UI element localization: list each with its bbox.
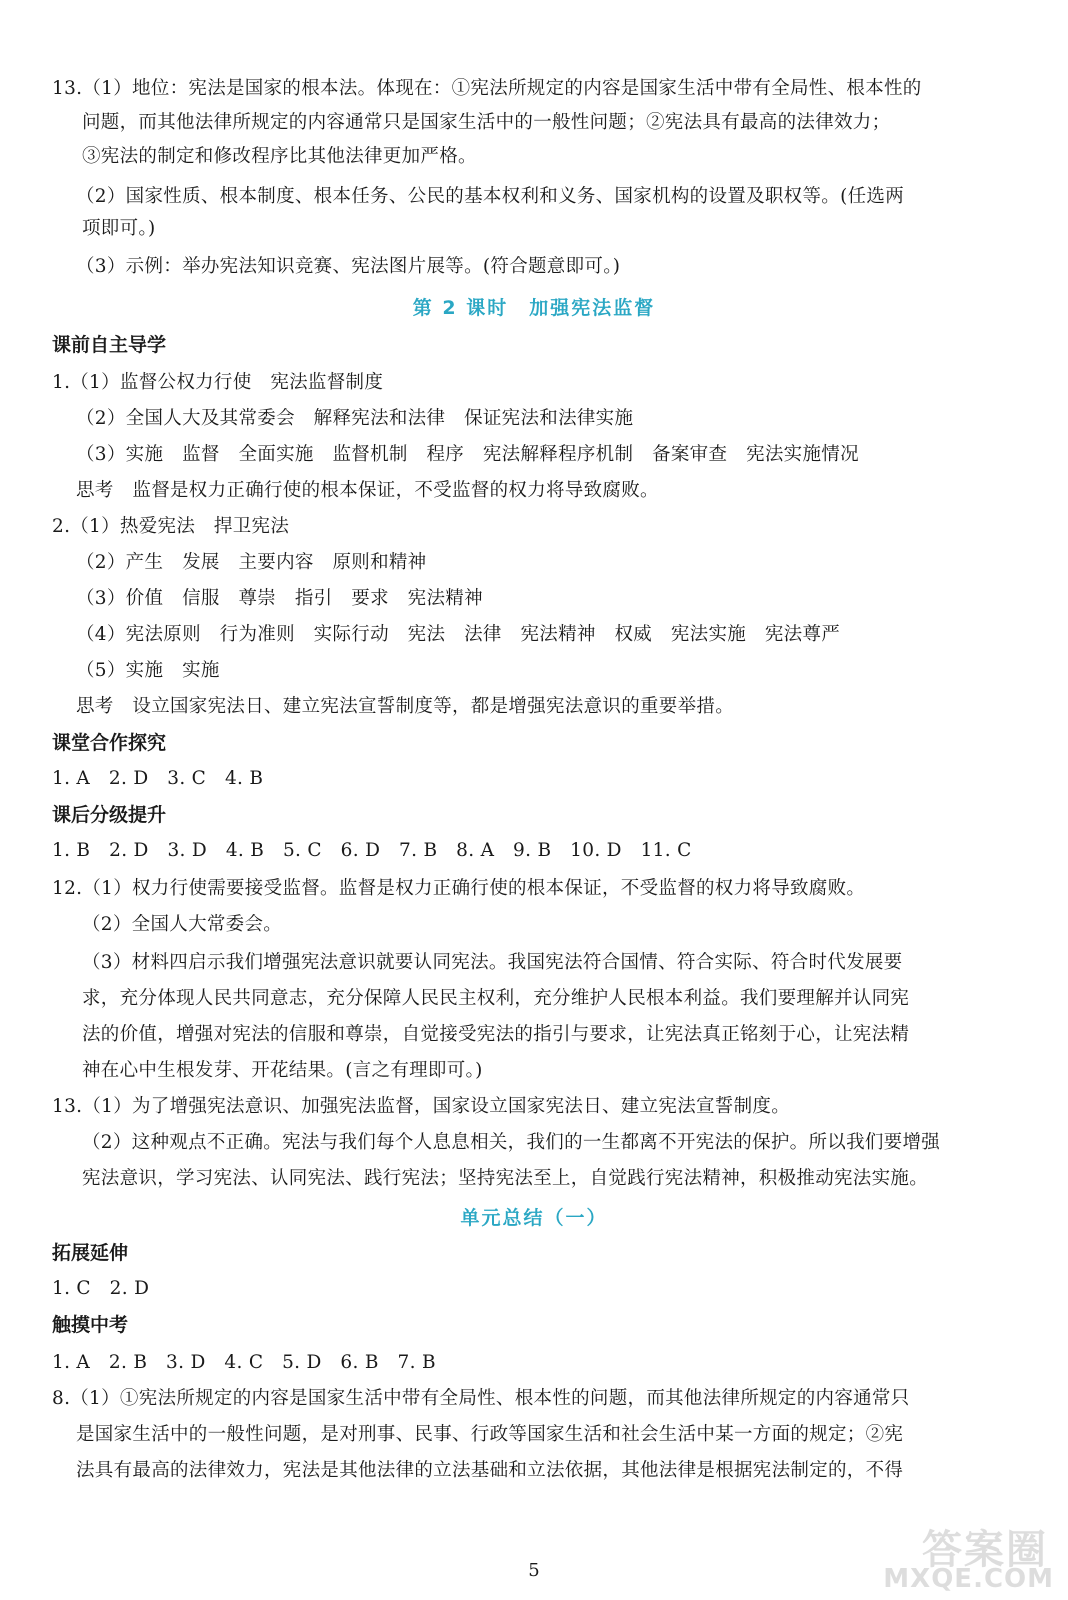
text-line: 法具有最高的法律效力，宪法是其他法律的立法基础和立法依据，其他法律是根据宪法制定的，不得	[76, 1460, 904, 1481]
text-line: （5）实施 实施	[76, 660, 220, 681]
text-line: （3）价值 信服 尊崇 指引 要求 宪法精神	[76, 588, 483, 609]
text-line: 思考 监督是权力正确行使的根本保证，不受监督的权力将导致腐败。	[76, 480, 659, 501]
text-line: 12.（1）权力行使需要接受监督。监督是权力正确行使的根本保证，不受监督的权力将导致腐败。	[52, 878, 866, 899]
text-line: （2）这种观点不正确。宪法与我们每个人息息相关，我们的一生都离不开宪法的保护。所以我们要增强	[82, 1132, 941, 1153]
page-number: 5	[528, 1560, 540, 1581]
text-line: 1. B 2. D 3. D 4. B 5. C 6. D 7. B 8. A 9. B 10. D 11. C	[52, 840, 692, 861]
text-line: 神在心中生根发芽、开花结果。(言之有理即可。)	[82, 1060, 483, 1081]
watermark-text: 答案圈	[922, 1527, 1048, 1573]
text-line: （3）材料四启示我们增强宪法意识就要认同宪法。我国宪法符合国情、符合实际、符合时代发展要	[82, 952, 903, 973]
text-line: 1. A 2. D 3. C 4. B	[52, 768, 264, 789]
text-line: （2）国家性质、根本制度、根本任务、公民的基本权利和义务、国家机构的设置及职权等。(任选两	[76, 186, 904, 207]
text-line: 1. C 2. D	[52, 1278, 150, 1299]
text-line: 2.（1）热爱宪法 捍卫宪法	[52, 516, 290, 537]
text-line: 法的价值，增强对宪法的信服和尊崇，自觉接受宪法的指引与要求，让宪法真正铭刻于心，让宪法精	[82, 1024, 910, 1045]
text-line: （2）产生 发展 主要内容 原则和精神	[76, 552, 427, 573]
text-line: 项即可。)	[82, 218, 156, 239]
text-line: 是国家生活中的一般性问题，是对刑事、民事、行政等国家生活和社会生活中某一方面的规定；②宪	[76, 1424, 904, 1445]
text-line: 问题，而其他法律所规定的内容通常只是国家生活中的一般性问题；②宪法具有最高的法律效力；	[82, 112, 891, 133]
heading-extend: 拓展延伸	[52, 1242, 129, 1264]
text-line: 13.（1）地位：宪法是国家的根本法。体现在：①宪法所规定的内容是国家生活中带有全局性、根本性的	[52, 78, 922, 99]
text-line: （3）示例：举办宪法知识竞赛、宪法图片展等。(符合题意即可。)	[76, 256, 621, 277]
text-line: （2）全国人大及其常委会 解释宪法和法律 保证宪法和法律实施	[76, 408, 634, 429]
text-line: 13.（1）为了增强宪法意识、加强宪法监督，国家设立国家宪法日、建立宪法宣誓制度。	[52, 1096, 790, 1117]
text-line: （3）实施 监督 全面实施 监督机制 程序 宪法解释程序机制 备案审查 宪法实施情况	[76, 444, 859, 465]
heading-after-class: 课后分级提升	[52, 804, 167, 826]
text-line: 1. A 2. B 3. D 4. C 5. D 6. B 7. B	[52, 1352, 436, 1373]
section-title-unit-summary: 单元总结（一）	[460, 1207, 608, 1229]
text-line: 求，充分体现人民共同意志，充分保障人民民主权利，充分维护人民根本利益。我们要理解并认同宪	[82, 988, 910, 1009]
section-title-lesson2: 第 2 课时 加强宪法监督	[412, 297, 656, 319]
heading-preview: 课前自主导学	[52, 334, 167, 356]
text-line: 思考 设立国家宪法日、建立宪法宣誓制度等，都是增强宪法意识的重要举措。	[76, 696, 735, 717]
text-line: （4）宪法原则 行为准则 实际行动 宪法 法律 宪法精神 权威 宪法实施 宪法尊严	[76, 624, 841, 645]
text-line: （2）全国人大常委会。	[82, 914, 283, 935]
watermark-url: MXQE.COM	[883, 1564, 1054, 1594]
text-line: 8.（1）①宪法所规定的内容是国家生活中带有全局性、根本性的问题，而其他法律所规定的内容通常只	[52, 1388, 910, 1409]
heading-exam: 触摸中考	[52, 1314, 129, 1336]
text-line: 宪法意识，学习宪法、认同宪法、践行宪法；坚持宪法至上，自觉践行宪法精神，积极推动宪法实施。	[82, 1168, 929, 1189]
heading-class: 课堂合作探究	[52, 732, 167, 754]
watermark-logo	[883, 1518, 1054, 1594]
text-line: 1.（1）监督公权力行使 宪法监督制度	[52, 372, 384, 393]
text-line: ③宪法的制定和修改程序比其他法律更加严格。	[82, 146, 477, 167]
